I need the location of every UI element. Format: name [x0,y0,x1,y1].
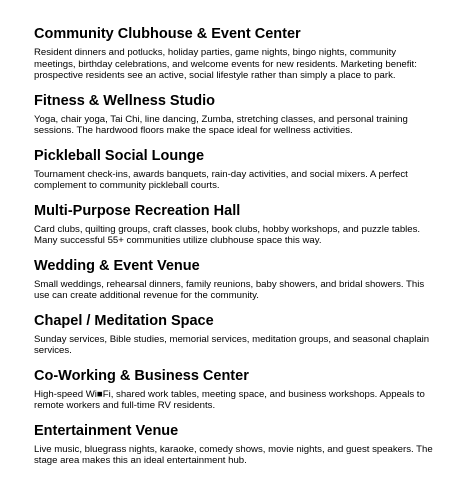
section-body: Sunday services, Bible studies, memorial services, meditation groups, and seasonal chaplain services. [34,333,430,356]
section-title: Fitness & Wellness Studio [34,92,216,109]
section-wedding-venue [34,258,438,302]
section-recreation-hall [34,203,438,247]
section-fitness-wellness [34,93,438,137]
section-body: Yoga, chair yoga, Tai Chi, line dancing, Zumba, stretching classes, and personal training sessions. The hardwood floors make the space ideal for wellness activities. [34,113,408,136]
section-body: Card clubs, quilting groups, craft classes, book clubs, hobby workshops, and puzzle tables. Many successful 55+ communities utilize clubhouse space this way. [34,223,421,246]
section-body: Small weddings, rehearsal dinners, family reunions, baby showers, and bridal showers. This use can create additional revenue for the community. [34,278,425,301]
section-title: Co-Working & Business Center [34,367,249,384]
section-community-clubhouse [34,26,438,82]
section-body: Tournament check-ins, awards banquets, rain-day activities, and social mixers. A perfect complement to community pickleball courts. [34,168,408,191]
section-body: Resident dinners and potlucks, holiday parties, game nights, bingo nights, community meetings, birthday celebrations, and welcome events for new residents. Marketing benefit: prospective residents see an active, social lifestyle rather than simply a place to park. [34,47,417,81]
section-body: Live music, bluegrass nights, karaoke, comedy shows, movie nights, and guest speakers. The stage area makes this an ideal entertainment hub. [34,443,433,466]
section-title: Community Clubhouse & Event Center [34,26,301,42]
section-title: Wedding & Event Venue [34,257,200,274]
section-title: Chapel / Meditation Space [34,312,214,329]
section-title: Pickleball Social Lounge [34,147,205,164]
section-pickleball-lounge [34,148,438,192]
section-chapel-meditation [34,313,438,357]
section-title: Multi-Purpose Recreation Hall [34,202,241,219]
section-body: High-speed Wi■Fi, shared work tables, meeting space, and business workshops. Appeals to remote workers and full-time RV residents. [34,388,425,411]
section-entertainment-venue [34,423,438,467]
section-coworking-center [34,368,438,412]
section-title: Entertainment Venue [34,422,179,439]
